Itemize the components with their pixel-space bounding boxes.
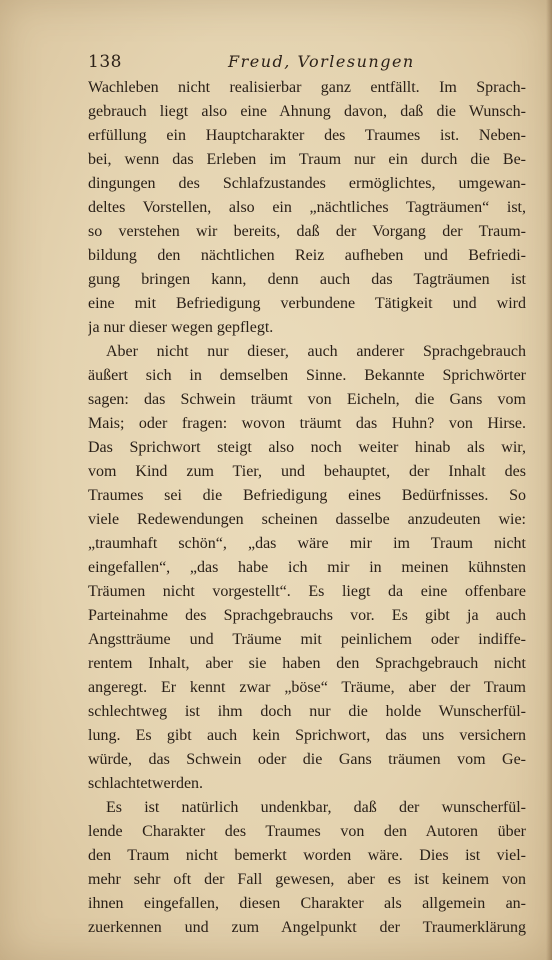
text-line: Es ist natürlich undenkbar, daß der wunscherfül- [106, 799, 526, 816]
text-line: vom Kind zum Tier, und behauptet, der Inhalt des [88, 463, 526, 480]
text-line: den Traum nicht bemerkt worden wäre. Dies ist viel- [88, 847, 526, 864]
text-line: ihnen eingefallen, diesen Charakter als allgemein an- [88, 895, 526, 912]
text-line: lung. Es gibt auch kein Sprichwort, das uns versichern [88, 727, 526, 744]
text-line: eine mit Befriedigung verbundene Tätigkeit und wird [88, 295, 526, 312]
text-line: äußert sich in demselben Sinne. Bekannte Sprichwörter [88, 367, 526, 384]
text-line: würde, das Schwein oder die Gans träumen vom Ge- [88, 751, 526, 768]
text-line: sagen: das Schwein träumt von Eicheln, die Gans vom [88, 391, 526, 408]
text-line: deltes Vorstellen, also ein „nächtliches Tagträumen“ ist, [88, 199, 526, 216]
text-line: angeregt. Er kennt zwar „böse“ Träume, aber der Traum [88, 679, 526, 696]
text-line: schlachtetwerden. [88, 775, 204, 792]
page-header [88, 52, 528, 76]
text-line: gebrauch liegt also eine Ahnung davon, daß die Wunsch- [88, 103, 526, 120]
text-line: erfüllung ein Hauptcharakter des Traumes ist. Neben- [88, 127, 526, 144]
text-line: Aber nicht nur dieser, auch anderer Sprachgebrauch [106, 343, 526, 360]
text-line: schlechtweg ist ihm doch nur die holde Wunscherfül- [88, 703, 526, 720]
text-line: gung bringen kann, denn auch das Tagträumen ist [88, 271, 526, 288]
text-line: mehr sehr oft der Fall gewesen, aber es ist keinem von [88, 871, 526, 888]
text-line: eingefallen“, „das habe ich mir in meinen kühnsten [88, 559, 526, 576]
text-line: rentem Inhalt, aber sie haben den Sprachgebrauch nicht [88, 655, 526, 672]
text-line: Parteinahme des Sprachgebrauchs vor. Es gibt ja auch [88, 607, 526, 624]
text-line: viele Redewendungen scheinen dasselbe anzudeuten wie: [88, 511, 526, 528]
text-line: Traumes sei die Befriedigung eines Bedürfnisses. So [88, 487, 526, 504]
text-line: Das Sprichwort steigt also noch weiter hinab als wir, [88, 439, 526, 456]
text-line: Wachleben nicht realisierbar ganz entfällt. Im Sprach- [88, 79, 526, 96]
text-line: Mais; oder fragen: wovon träumt das Huhn? von Hirse. [88, 415, 526, 432]
text-line: so verstehen wir bereits, daß der Vorgang der Traum- [88, 223, 526, 240]
text-line: lende Charakter des Traumes von den Autoren über [88, 823, 526, 840]
text-line: ja nur dieser wegen gepflegt. [88, 319, 274, 336]
page-number: 138 [88, 52, 122, 72]
text-line: bei, wenn das Erleben im Traum nur ein durch die Be- [88, 151, 526, 168]
text-line: zuerkennen und zum Angelpunkt der Traumerklärung [88, 919, 526, 936]
page-gutter-shadow [546, 0, 552, 960]
text-line: Angstträume und Träume mit peinlichem oder indiffe- [88, 631, 526, 648]
text-line: „traumhaft schön“, „das wäre mir im Traum nicht [88, 535, 526, 552]
text-line: bildung den nächtlichen Reiz aufheben und Befriedi- [88, 247, 526, 264]
running-head: Freud, Vorlesungen [228, 52, 415, 71]
text-line: Träumen nicht vorgestellt“. Es liegt da eine offenbare [88, 583, 526, 600]
body-text [88, 76, 526, 940]
text-line: dingungen des Schlafzustandes ermöglichtes, umgewan- [88, 175, 526, 192]
